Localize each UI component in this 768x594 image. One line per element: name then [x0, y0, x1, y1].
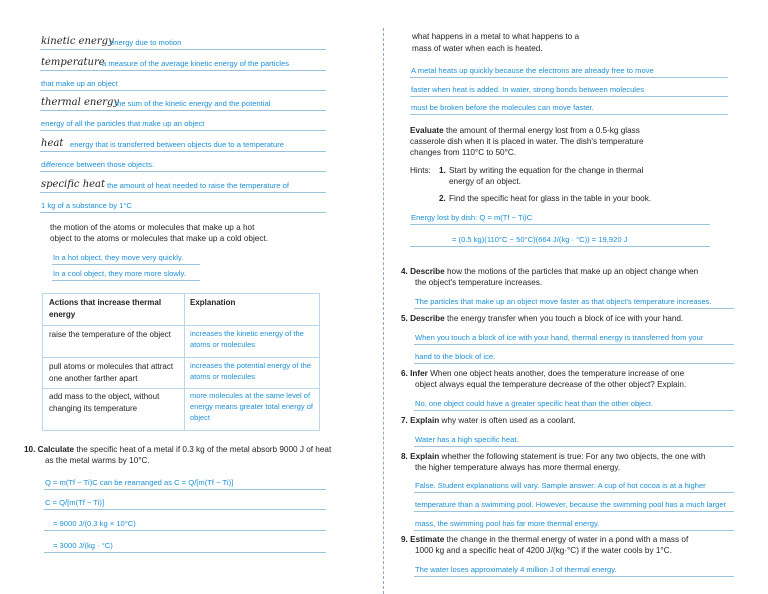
question-text-cont: as the metal warms by 10°C.: [45, 456, 150, 465]
vocab-definition: a measure of the average kinetic energy of the particles: [102, 59, 289, 68]
table-header: Actions that increase thermal energy: [49, 298, 162, 319]
question-text-cont: 1000 kg and a specific heat of 4200 J/(kg·°C) if the water cools by 1°C.: [415, 546, 672, 555]
table-cell-explanation: increases the kinetic energy of the atoms or molecules: [190, 329, 304, 349]
table-header: Explanation: [190, 298, 236, 307]
question-number: 10.: [24, 445, 36, 454]
answer-line: [44, 530, 326, 531]
answer-text: hand to the block of ice.: [415, 352, 496, 361]
answer-line: [44, 489, 326, 490]
question-text: whether the following statement is true: For any two objects, the one with: [441, 452, 706, 461]
answer-line: [40, 49, 326, 50]
question-text-cont: casserole dish when it is placed in water. The dish's temperature: [410, 137, 644, 146]
table-cell-action: pull atoms or molecules that attract one another farther apart: [49, 362, 174, 383]
calc-step: Energy lost by dish: Q = m(Tf − Ti)C: [411, 213, 533, 222]
vocab-term: temperature: [41, 57, 105, 68]
calc-step: = 9000 J/(0.3 kg × 10°C): [53, 519, 136, 528]
answer-line: [40, 70, 326, 71]
prompt-text: mass of water when each is heated.: [412, 44, 543, 53]
calc-step: = (0.5 kg)(110°C − 50°C)(664 J/(kg · °C)) = 19,920 J: [452, 235, 628, 244]
question-text: the energy transfer when you touch a block of ice with your hand.: [447, 314, 684, 323]
question-number: 4.: [401, 267, 408, 276]
answer-line: [40, 171, 326, 172]
prompt-text: what happens in a metal to what happens to a: [412, 32, 580, 41]
hint-text: Start by writing the equation for the change in thermal: [449, 166, 644, 175]
answer-line: [410, 224, 710, 225]
question-6: [401, 369, 684, 379]
answer-line: [44, 552, 326, 553]
calc-step: = 3000 J/(kg · °C): [53, 541, 113, 550]
vocab-definition-cont: that make up an object: [41, 79, 118, 88]
question-text-cont: changes from 110°C to 50°C.: [410, 148, 517, 157]
question-text: how the motions of the particles that make up an object change when: [447, 267, 699, 276]
hint-text: Find the specific heat for glass in the table in your book.: [449, 194, 652, 203]
answer-text: The water loses approximately 4 million J of thermal energy.: [415, 565, 617, 574]
answer-line: [414, 344, 734, 345]
answer-line: [414, 363, 734, 364]
question-text: the change in the thermal energy of water in a pond with a mass of: [446, 535, 689, 544]
answer-line: [410, 114, 728, 115]
answer-text: When you touch a block of ice with your hand, thermal energy is transferred from your: [415, 333, 704, 342]
question-verb: Describe: [410, 314, 445, 323]
hint-text: energy of an object.: [449, 177, 521, 186]
question-text-cont: the higher temperature always has more thermal energy.: [415, 463, 621, 472]
answer-text: A metal heats up quickly because the electrons are already free to move: [411, 66, 654, 75]
question-text: When one object heats another, does the temperature increase of one: [430, 369, 685, 378]
answer-line: [40, 212, 326, 213]
answer-line: [414, 576, 734, 577]
hints-label: Hints:: [410, 166, 431, 175]
calc-step: Q = m(Tf − Ti)C can be rearranged as C = Q/[m(Tf − Ti)]: [45, 478, 234, 487]
vocab-term: thermal energy: [41, 97, 120, 108]
question-number: 9.: [401, 535, 408, 544]
question-7: [401, 416, 576, 426]
thermal-energy-table: [42, 293, 320, 431]
vocab-term: kinetic energy: [41, 36, 114, 47]
question-verb: Evaluate: [410, 126, 444, 135]
vocab-definition-cont: 1 kg of a substance by 1°C: [41, 201, 132, 210]
vocab-definition: the sum of the kinetic energy and the potential: [115, 99, 271, 108]
question-number: 5.: [401, 314, 408, 323]
prompt-text: the motion of the atoms or molecules that make up a hot: [50, 223, 255, 232]
question-5: [401, 314, 683, 324]
answer-line: [410, 77, 728, 78]
answer-line: [52, 280, 200, 281]
question-text-cont: object always equal the temperature decrease of the other object? Explain.: [415, 380, 687, 389]
answer-line: [44, 509, 326, 510]
vocab-definition-cont: energy of all the particles that make up an object: [41, 119, 205, 128]
answer-text: [53, 253, 183, 262]
answer-text: Water has a high specific heat.: [415, 435, 519, 444]
answer-text: temperature than a swimming pool. However, because the swimming pool has a much larger: [415, 500, 727, 509]
calc-step: C = Q/[m(Tf − Ti)]: [45, 498, 105, 507]
question-number: 8.: [401, 452, 408, 461]
answer-line: [414, 410, 734, 411]
right-page: [384, 0, 768, 594]
question-8: [401, 452, 706, 462]
table-row-divider: [43, 388, 319, 389]
answer-line: [414, 308, 734, 309]
question-verb: Infer: [410, 369, 428, 378]
prompt-text: object to the atoms or molecules that make up a cold object.: [50, 234, 268, 243]
table-cell-action: raise the temperature of the object: [49, 330, 171, 339]
answer-line: [414, 492, 734, 493]
answer-text: must be broken before the molecules can move faster.: [411, 103, 594, 112]
table-cell-explanation: increases the potential energy of the atoms or molecules: [190, 361, 311, 381]
answer-part: they more more slowly.: [108, 269, 186, 278]
answer-line: [40, 192, 326, 193]
vocab-term: specific heat: [41, 179, 106, 190]
vocab-term: heat: [41, 138, 64, 149]
answer-text: False. Student explanations will vary. Sample answer: A cup of hot cocoa is at a higher: [415, 481, 706, 490]
question-4: [401, 267, 698, 277]
answer-part: In a hot object, they move: [53, 253, 143, 262]
question-text: the specific heat of a metal if 0.3 kg of the metal absorb 9000 J of heat: [76, 445, 332, 454]
question-number: 6.: [401, 369, 408, 378]
vocab-definition: energy due to motion: [110, 38, 182, 47]
table-row-divider: [43, 357, 319, 358]
answer-line: [414, 511, 734, 512]
question-10: [24, 445, 331, 455]
answer-line: [40, 90, 326, 91]
vocab-definition-cont: difference between those objects.: [41, 160, 154, 169]
answer-line: [414, 446, 734, 447]
answer-line: [40, 110, 326, 111]
answer-text: faster when heat is added. In water, strong bonds between molecules: [411, 85, 645, 94]
hint-number: 2.: [439, 194, 446, 203]
answer-line: [40, 130, 326, 131]
answer-text: The particles that make up an object move faster as that object's temperature increases.: [415, 297, 712, 306]
table-column-divider: [184, 294, 185, 430]
question-verb: Estimate: [410, 535, 445, 544]
question-verb: Explain: [410, 416, 440, 425]
answer-text: mass, the swimming pool has far more thermal energy.: [415, 519, 600, 528]
answer-line: [52, 264, 200, 265]
table-cell-explanation: more molecules at the same level of energy means greater total energy of object: [190, 391, 313, 422]
question-text: the amount of thermal energy lost from a 0.5-kg glass: [445, 126, 640, 135]
answer-line: [40, 151, 326, 152]
answer-part: very quickly.: [142, 253, 184, 262]
question-9: [401, 535, 688, 545]
question-verb: Describe: [410, 267, 445, 276]
answer-line: [410, 96, 728, 97]
answer-text: [53, 269, 186, 278]
answer-text: No, one object could have a greater specific heat than the other object.: [415, 399, 654, 408]
answer-line: [414, 530, 734, 531]
evaluate-prompt: [410, 126, 640, 136]
vocab-definition: the amount of heat needed to raise the temperature of: [107, 181, 289, 190]
question-verb: Calculate: [37, 445, 75, 454]
answer-part: In a cool object,: [53, 269, 109, 278]
vocab-definition: energy that is transferred between objects due to a temperature: [70, 140, 285, 149]
table-row-divider: [43, 325, 319, 326]
answer-line: [410, 246, 710, 247]
question-number: 7.: [401, 416, 408, 425]
question-text-cont: the object's temperature increases.: [415, 278, 543, 287]
table-cell-action: add mass to the object, without changing its temperature: [49, 392, 160, 413]
question-verb: Explain: [410, 452, 440, 461]
hint-number: 1.: [439, 166, 446, 175]
question-text: why water is often used as a coolant.: [441, 416, 576, 425]
